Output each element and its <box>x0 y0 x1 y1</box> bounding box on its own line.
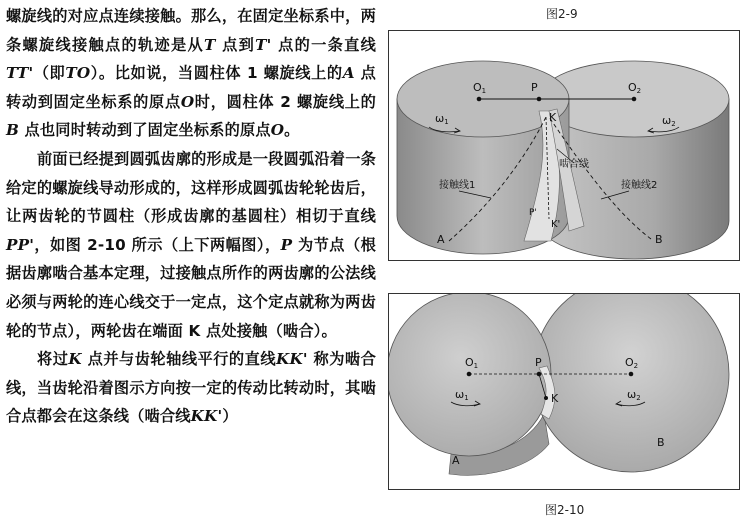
label-a: A <box>452 454 460 467</box>
text-run: 时，圆柱体 2 螺旋线上的 <box>194 92 377 111</box>
paragraph-1 <box>6 2 376 145</box>
text-run: ，如图 2-10 所示（上下两幅图）， <box>34 235 281 254</box>
label-k: K <box>549 111 557 124</box>
figure-2-10-caption: 图2-10 <box>545 503 585 517</box>
figure-2-10 <box>388 293 740 490</box>
text-run: ） <box>222 407 238 426</box>
label-p-prime: P' <box>529 208 537 218</box>
math-symbol: TO <box>65 64 91 83</box>
label-k: K <box>551 392 559 405</box>
math-symbol: KK' <box>276 350 308 369</box>
math-symbol: TT' <box>6 64 34 83</box>
body-text-column <box>6 2 376 431</box>
label-o1: O1 <box>473 81 487 95</box>
text-run: 点到 <box>215 35 256 54</box>
paragraph-2 <box>6 145 376 345</box>
math-symbol: KK' <box>190 407 223 426</box>
math-symbol: O <box>270 121 285 140</box>
figure-2-10-illustration <box>389 294 739 489</box>
label-b: B <box>657 436 665 449</box>
text-run: 点也同时转动到了固定坐标系的原点 <box>19 121 271 140</box>
text-run: 。 <box>284 121 300 140</box>
math-symbol: P <box>280 235 293 254</box>
label-omega2: ω2 <box>662 114 676 128</box>
label-p: P <box>535 356 542 369</box>
math-symbol: K <box>68 350 82 369</box>
label-o2: O2 <box>625 356 639 370</box>
figure-2-9-illustration <box>389 31 739 260</box>
text-run: ）。比如说，当圆柱体 1 螺旋线上的 <box>90 64 343 83</box>
text-run: 将过 <box>37 350 69 369</box>
text-run: 为节点（根据齿廓啮合基本定理，过接触点所作的两齿廓的公法线必须与两轮的连心线交于一定点，这个定点就称为两齿轮的节点），两轮齿在端面 K 点处接触（啮合）。 <box>6 235 376 340</box>
label-contact-line-1: 接触线1 <box>439 180 476 191</box>
label-mesh-line: 啮合线 <box>559 159 589 170</box>
text-run: 前面已经提到圆弧齿廓的形成是一段圆弧沿着一条给定的螺旋线导动形成的，这样形成圆弧齿轮轮齿后，让两齿轮的节圆柱（形成齿廓的基圆柱）相切于直线 <box>6 149 376 226</box>
text-run: 点并与齿轮轴线平行的直线 <box>81 350 277 369</box>
math-symbol: B <box>6 121 20 140</box>
label-a: A <box>437 233 445 246</box>
math-symbol: PP' <box>6 235 35 254</box>
label-contact-line-2: 接触线2 <box>621 180 658 191</box>
label-o2: O2 <box>628 81 642 95</box>
math-symbol: A <box>342 64 355 83</box>
text-run: （即 <box>33 64 66 83</box>
math-symbol: O <box>180 92 195 111</box>
figure-2-9-caption: 图2-9 <box>546 7 578 21</box>
paragraph-3 <box>6 345 376 431</box>
math-symbol: T' <box>255 35 272 54</box>
label-o1: O1 <box>465 356 479 370</box>
text-run: 螺旋线的对应点连续接触。那么，在固定坐标系中，两条螺旋线接触点的轨迹是从 <box>6 7 376 54</box>
figure-2-9 <box>388 30 740 261</box>
text-run: 称为啮合线，当齿轮沿着图示方向按一定的传动比转动时，其啮合点都会在这条线（啮合线 <box>6 350 376 426</box>
label-omega1: ω1 <box>455 388 469 402</box>
math-symbol: T <box>204 35 216 54</box>
text-run: 点的一条直线 <box>271 35 377 54</box>
label-k-prime: K' <box>551 219 561 230</box>
label-b: B <box>655 233 663 246</box>
text-run: 点转动到固定坐标系的原点 <box>6 64 376 111</box>
label-omega1: ω1 <box>435 112 449 126</box>
label-p: P <box>531 81 538 94</box>
label-omega2: ω2 <box>627 388 641 402</box>
